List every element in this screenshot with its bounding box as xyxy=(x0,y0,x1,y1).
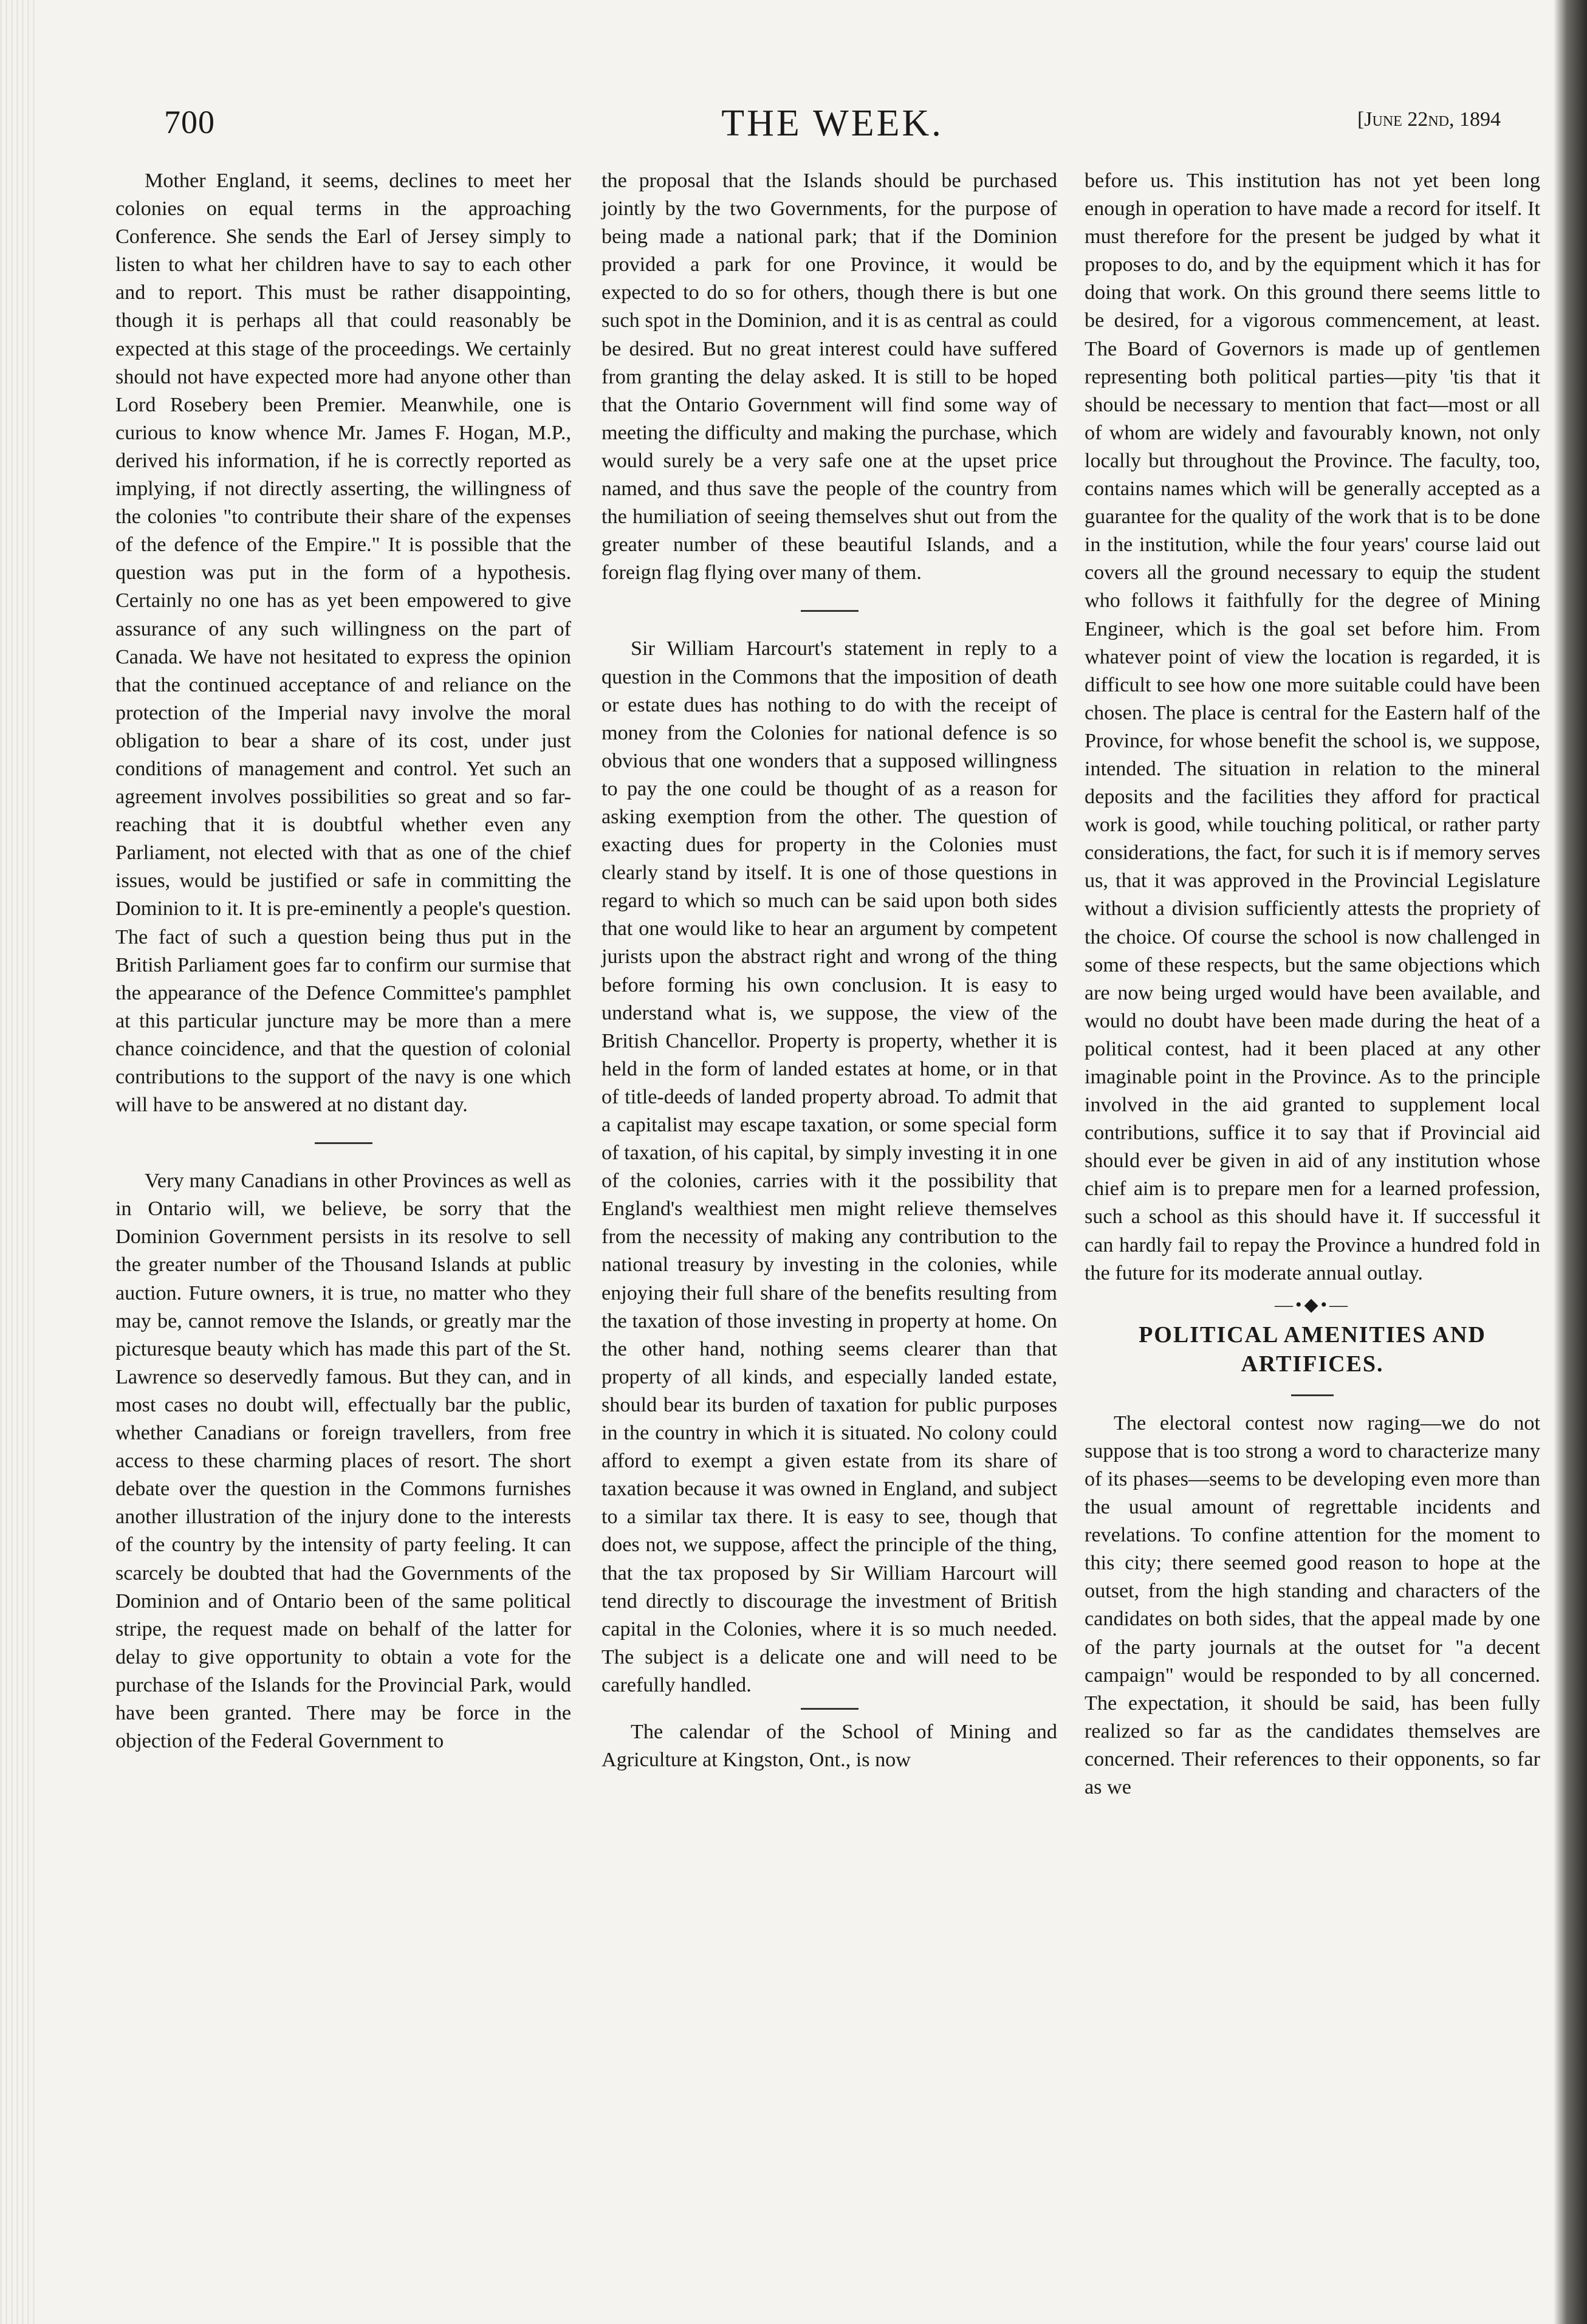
page-number: 700 xyxy=(164,104,215,140)
column-1 xyxy=(115,167,571,2281)
paragraph-electoral-contest: The electoral contest now raging—we do not suppose that is too strong a word to characterize many of its phases—seems to be developing even more than the usual amount of regrettable incidents and revelations. To confine attention for the moment to this city; there seemed good reason to hope at the outset, from the high standing and characters of the candidates on both sides, that the appeal made by one of the party journals at the outset for "a decent campaign" would be responded to by all concerned. The expectation, it should be said, has been fully realized so far as the candidates themselves are concerned. Their references to their opponents, so far as we xyxy=(1085,1411,1540,1798)
section-divider xyxy=(801,1708,859,1710)
journal-title: THE WEEK. xyxy=(721,103,944,144)
section-divider xyxy=(801,610,859,612)
paragraph-school-of-mining: The calendar of the School of Mining and Agriculture at Kingston, Ont., is now xyxy=(602,1720,1057,1772)
section-heading: POLITICAL AMENITIES AND ARTIFICES. xyxy=(1139,1321,1486,1377)
paragraph-school-continued: before us. This institution has not yet been long enough in operation to have made a record for itself. It must therefore for the present be judged by what it proposes to do, and by the equipment which it has for doing that work. On this ground there seems little to be desired, for a vigorous commencement, at least. The Board of Governors is made up of gentlemen representing both political parties—pity 'tis that it should be necessary to mention that fact—most or all of whom are widely and favourably known, not only locally but throughout the Province. The faculty, too, contains names which will be generally accepted as a guarantee for the quality of the work that is to be done in the institution, while the four years' course laid out covers all the ground necessary to equip the student who follows it faithfully for the degree of Mining Engineer, which is the goal set before him. From whatever point of view the location is regarded, it is difficult to see how one more suitable could have been chosen. The place is central for the Eastern half of the Province, for whose benefit the school is, we suppose, intended. The situation in relation to the mineral deposits and the facilities they afford for practical work is good, while touching political, or rather party considerations, the fact, for such it is if memory serves us, that it was approved in the Provincial Legislature without a division sufficiently attests the propriety of the choice. Of course the school is now challenged in some of these respects, but the same objections which are now being urged would have been available, and would no doubt have been made during the heat of a political contest, had it been placed at any other imaginable point in the Province. As to the principle involved in the aid granted to supplement local contributions, suffice it to say that if Provincial aid should ever be given in aid of any institution whose chief aim is to prepare men for a learned profession, such a school as this should have it. If successful it can hardly fail to repay the Province a hundred fold in the future for its moderate annual outlay. xyxy=(1085,170,1540,1284)
heading-rule xyxy=(1291,1394,1334,1396)
column-2 xyxy=(602,167,1057,2281)
issue-date: [June 22nd, 1894 xyxy=(1357,108,1501,131)
paragraph-colonial-defence: Mother England, it seems, declines to meet her colonies on equal terms in the approaching Conference. She sends the Earl of Jersey simply to listen to what her children have to say to each other and to report. This must be rather disappointing, though it is perhaps all that could reasonably be expected at this stage of the proceedings. We certainly should not have expected more had anyone other than Lord Rosebery been Premier. Meanwhile, one is curious to know whence Mr. James F. Hogan, M.P., derived his information, if he is correctly reported as implying, if not directly asserting, the willingness of the colonies "to contribute their share of the expenses of the defence of the Empire." It is possible that the question was put in the form of a hypothesis. Certainly no one has as yet been empowered to give assurance of any such willingness on the part of Canada. We have not hesitated to express the opinion that the continued acceptance of and reliance on the protection of the Imperial navy involve the moral obligation to bear a share of its cost, under just conditions of management and control. Yet such an agreement involves possibilities so great and so far-reaching that it is doubtful whether even any Parliament, not elected with that as one of the chief issues, would be justified or safe in committing the Dominion to it. It is pre-eminently a people's question. The fact of such a question being thus put in the British Parliament goes far to confirm our surmise that the appearance of the Defence Committee's pamphlet at this particular juncture may be more than a mere chance coincidence, and that the question of colonial contributions to the support of the navy is one which will have to be answered at no distant day. xyxy=(115,170,571,1117)
page-right-edge xyxy=(1554,0,1587,2324)
paragraph-harcourt-statement: Sir William Harcourt's statement in reply to a question in the Commons that the imposition of death or estate dues has nothing to do with the receipt of money from the Colonies for national defence is so obvious that one wonders that a supposed willingness to pay the one could be thought of as a reason for asking exemption from the other. The question of exacting dues for property in the Colonies must clearly stand by itself. It is one of those questions in regard to which so much can be said upon both sides that one would like to hear an argument by competent jurists upon the abstract right and wrong of the thing before forming his own conclusion. It is easy to understand what is, we suppose, the view of the British Chancellor. Property is property, whether it is held in the form of landed estates at home, or in that of title-deeds of landed property abroad. To admit that a capitalist may escape taxation, or some special form of taxation, of his capital, by simply investing it in one of the colonies, carries with it the possibility that England's wealthiest men might relieve themselves from the necessity of making any contribution to the national treasury by investing in the colonies, while enjoying their full share of the benefits resulting from the taxation of those investing in property at home. On the other hand, nothing seems clearer than that property of all kinds, and especially landed estate, should bear its burden of taxation for public purposes in the country in which it is situated. No colony could afford to exempt a given estate from its share of taxation because it was owned in England, and subject to a similar tax there. It is easy to see, though that does not, we suppose, affect the principle of the thing, that the tax proposed by Sir William Harcourt will tend directly to discourage the investment of British capital in the Colonies, where it is so much needed. The subject is a delicate one and will need to be carefully handled. xyxy=(602,637,1057,1696)
page-header xyxy=(164,91,1501,158)
section-divider xyxy=(315,1142,372,1144)
column-3 xyxy=(1085,167,1540,2281)
page-left-edge xyxy=(0,0,36,2324)
paragraph-islands-continued: the proposal that the Islands should be purchased jointly by the two Governments, for the purpose of being made a national park; that if the Dominion provided a park for one Province, it would be expected to do so for others, though there is but one such spot in the Dominion, and it is as central as could be desired. But no great interest could have suffered from granting the delay asked. It is still to be hoped that the Ontario Government will find some way of meeting the difficulty and making the purchase, which would surely be a very safe one at the upset price named, and thus save the people of the country from the humiliation of seeing themselves shut out from the greater number of these beautiful Islands, and a foreign flag flying over many of them. xyxy=(602,170,1057,584)
ornament-divider: —•◆•— xyxy=(1274,1294,1351,1315)
paragraph-thousand-islands: Very many Canadians in other Provinces as well as in Ontario will, we believe, be sorry that the Dominion Government persists in its resolve to sell the greater number of the Thousand Islands at public auction. Future owners, it is true, no matter who they may be, cannot remove the Islands, or greatly mar the picturesque beauty which has made this part of the St. Lawrence so deservedly famous. But they can, and in most cases no doubt will, effectually bar the public, whether Canadians or foreign travellers, from free access to these charming places of resort. The short debate over the question in the Commons furnishes another illustration of the injury done to the interests of the country by the intensity of party feeling. It can scarcely be doubted that had the Governments of the Dominion and of Ontario been of the same political stripe, the request made on behalf of the latter for delay to give opportunity to obtain a vote for the purchase of the Islands for the Provincial Park, would have been granted. There may be force in the objection of the Federal Government to xyxy=(115,1170,571,1753)
